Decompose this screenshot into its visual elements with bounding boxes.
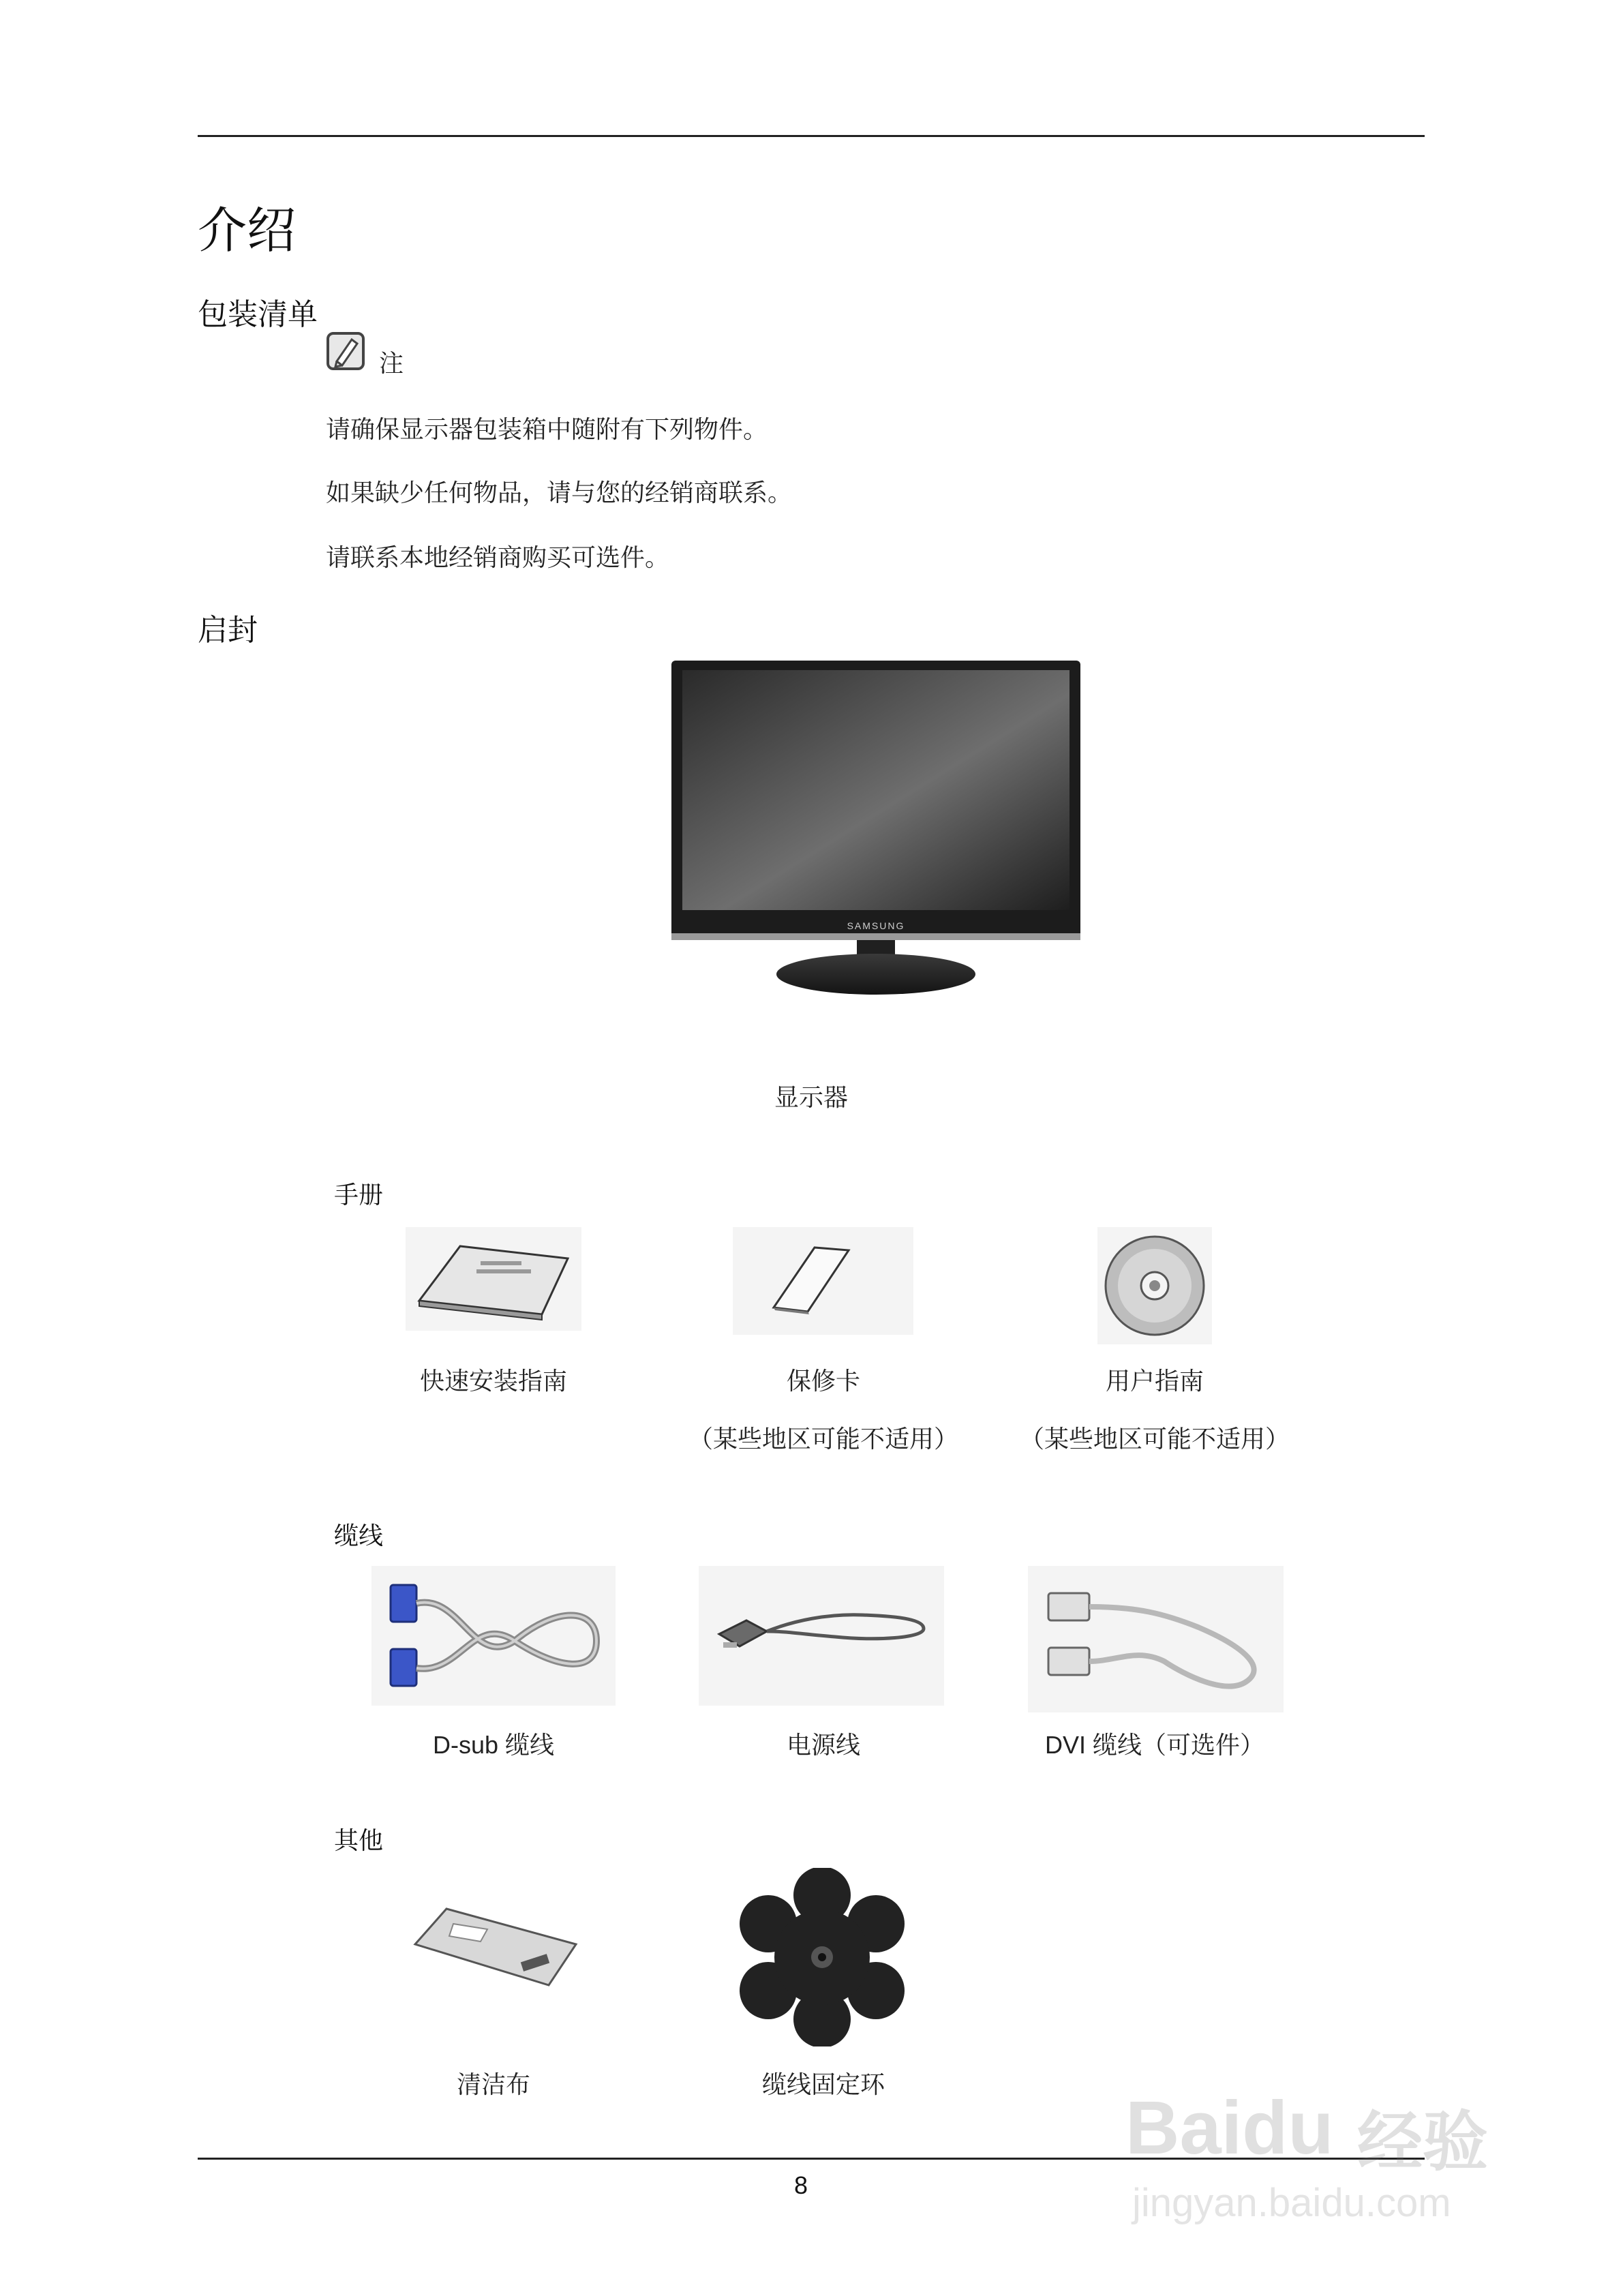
cleaning-cloth-image xyxy=(406,1897,581,2012)
section-heading-packaging: 包装清单 xyxy=(198,297,318,332)
note-line-3: 请联系本地经销商购买可选件。 xyxy=(326,544,670,572)
dsub-cable-image xyxy=(371,1566,616,1706)
watermark-url: jingyan.baidu.com xyxy=(1132,2181,1451,2225)
quick-setup-guide-image xyxy=(406,1227,581,1331)
page-number: 8 xyxy=(794,2171,808,2199)
cables-heading: 缆线 xyxy=(334,1522,384,1550)
other-label-cleaning-cloth: 清洁布 xyxy=(456,2071,530,2099)
manual-label-quick-setup: 快速安装指南 xyxy=(419,1368,567,1395)
cable-label-dvi: DVI 缆线（可选件） xyxy=(1044,1731,1264,1759)
manuals-heading: 手册 xyxy=(334,1181,384,1209)
page-title: 介绍 xyxy=(198,202,297,259)
note-icon xyxy=(326,331,365,371)
warranty-card-image xyxy=(733,1227,913,1335)
monitor-image xyxy=(665,658,1087,1006)
note-line-1: 请确保显示器包装箱中随附有下列物件。 xyxy=(326,416,768,444)
monitor-caption: 显示器 xyxy=(774,1084,848,1112)
user-guide-cd-image xyxy=(1097,1227,1212,1344)
power-cord-image xyxy=(699,1566,944,1706)
manual-label-user-guide: 用户指南 xyxy=(1105,1368,1204,1395)
manual-note-user-guide: （某些地区可能不适用） xyxy=(1019,1425,1290,1453)
header-rule xyxy=(198,135,1425,137)
cable-label-dsub: D-sub 缆线 xyxy=(432,1731,555,1759)
manual-note-warranty: （某些地区可能不适用） xyxy=(688,1425,958,1453)
monitor-brand-logo: SAMSUNG xyxy=(847,920,905,931)
section-heading-unpacking: 启封 xyxy=(198,613,258,648)
cable-label-power: 电源线 xyxy=(786,1732,860,1759)
others-heading: 其他 xyxy=(334,1827,384,1855)
note-line-2: 如果缺少任何物品，请与您的经销商联系。 xyxy=(326,479,793,507)
baidu-watermark xyxy=(1119,2057,1528,2235)
watermark-brand: Baidu xyxy=(1125,2086,1334,2170)
cable-holding-ring-image xyxy=(733,1868,911,2046)
other-label-cable-ring: 缆线固定环 xyxy=(761,2071,885,2099)
manual-label-warranty: 保修卡 xyxy=(786,1368,860,1395)
dvi-cable-image xyxy=(1028,1566,1284,1712)
note-label: 注 xyxy=(379,350,404,378)
watermark-brand-cn: 经验 xyxy=(1357,2106,1488,2179)
